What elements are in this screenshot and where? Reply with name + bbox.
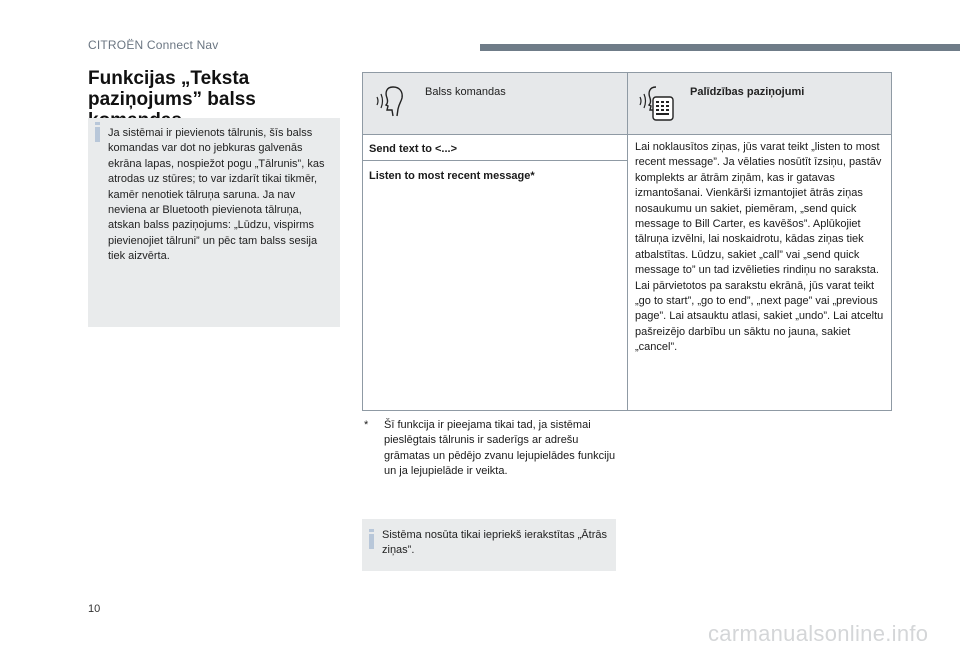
help-cell	[628, 135, 891, 410]
info-icon	[94, 122, 101, 144]
table-row	[363, 161, 628, 410]
voice-command-icon	[373, 83, 409, 119]
table-row	[363, 135, 628, 161]
table-header-commands	[363, 73, 628, 135]
page-title: Funkcijas „Teksta paziņojums” balss	[88, 68, 256, 110]
info-text-quick-messages: Sistēma nosūta tikai iepriekš ierakstītas „Ātrās ziņas”.	[382, 529, 607, 557]
info-icon	[368, 529, 375, 551]
voice-command-table	[362, 72, 892, 411]
command-send-text: Send text to <...>	[369, 143, 458, 155]
watermark: carmanualsonline.info	[708, 621, 929, 646]
header-brand: CITROËN Connect Nav	[88, 38, 219, 52]
info-text-phone: Ja sistēmai ir pievienots tālrunis, šīs balss komandas var dot no jebkuras galvenās ekrāna lapas, nospiežot pogu „Tālrunis”, kas atrodas uz stūres; to var izdarīt tikai tikmēr, kamēr nenotiek tālruņa saruna. Ja nav neviena ar Bluetooth pievienota tālruņa, atskan balss paziņojums: „Lūdzu, vispirms pievienojiet tālruni” un pēc tam balss sesija tiek aizvērta.	[108, 127, 325, 263]
footnote-marker: *	[364, 419, 369, 431]
header-label-commands: Balss komandas	[425, 86, 506, 98]
voice-help-keyboard-icon	[636, 83, 676, 123]
info-box-quick-messages	[362, 519, 616, 571]
header-bar	[480, 44, 960, 51]
help-text: Lai noklausītos ziņas, jūs varat teikt „listen to most recent message”. Ja vēlaties nosūtīt īzsiņu, pastāv komplekts ar ātrām ziņām, kas ir gatavas izmantošanai. Vienkārši izmantojiet ātrās ziņas nosaukumu un sakiet, piemēram, „send quick message to Bill Carter, es kavēšos”. Aplūkojiet tālruņa izvēlni, lai noskaidrotu, kādas ziņas tiek atbalstītas. Lūdzu, sakiet „call” vai „send quick message to” un tad izvēlieties rindiņu no saraksta. Lai pārvietotos pa sarakstu ekrānā, jūs varat teikt „go to start”, „go to end”, „next page” vai „previous page”. Lai atsauktu atlasi, sakiet „undo”. Lai atceltu pašreizējo darbību un sāktu no jauna, sakiet „cancel”.	[635, 141, 884, 354]
page-number: 10	[88, 603, 101, 615]
info-box-phone	[88, 118, 340, 327]
footnote-text: Šī funkcija ir pieejama tikai tad, ja sistēmai pieslēgtais tālrunis ir saderīgs ar adrešu grāmatas un pēdējo zvanu lejupielādes funkciju un ja lejupielāde ir veikta.	[384, 419, 616, 478]
table-header-help	[628, 73, 891, 135]
header-label-help: Palīdzības paziņojumi	[690, 86, 805, 98]
command-listen-recent: Listen to most recent message*	[369, 170, 535, 182]
